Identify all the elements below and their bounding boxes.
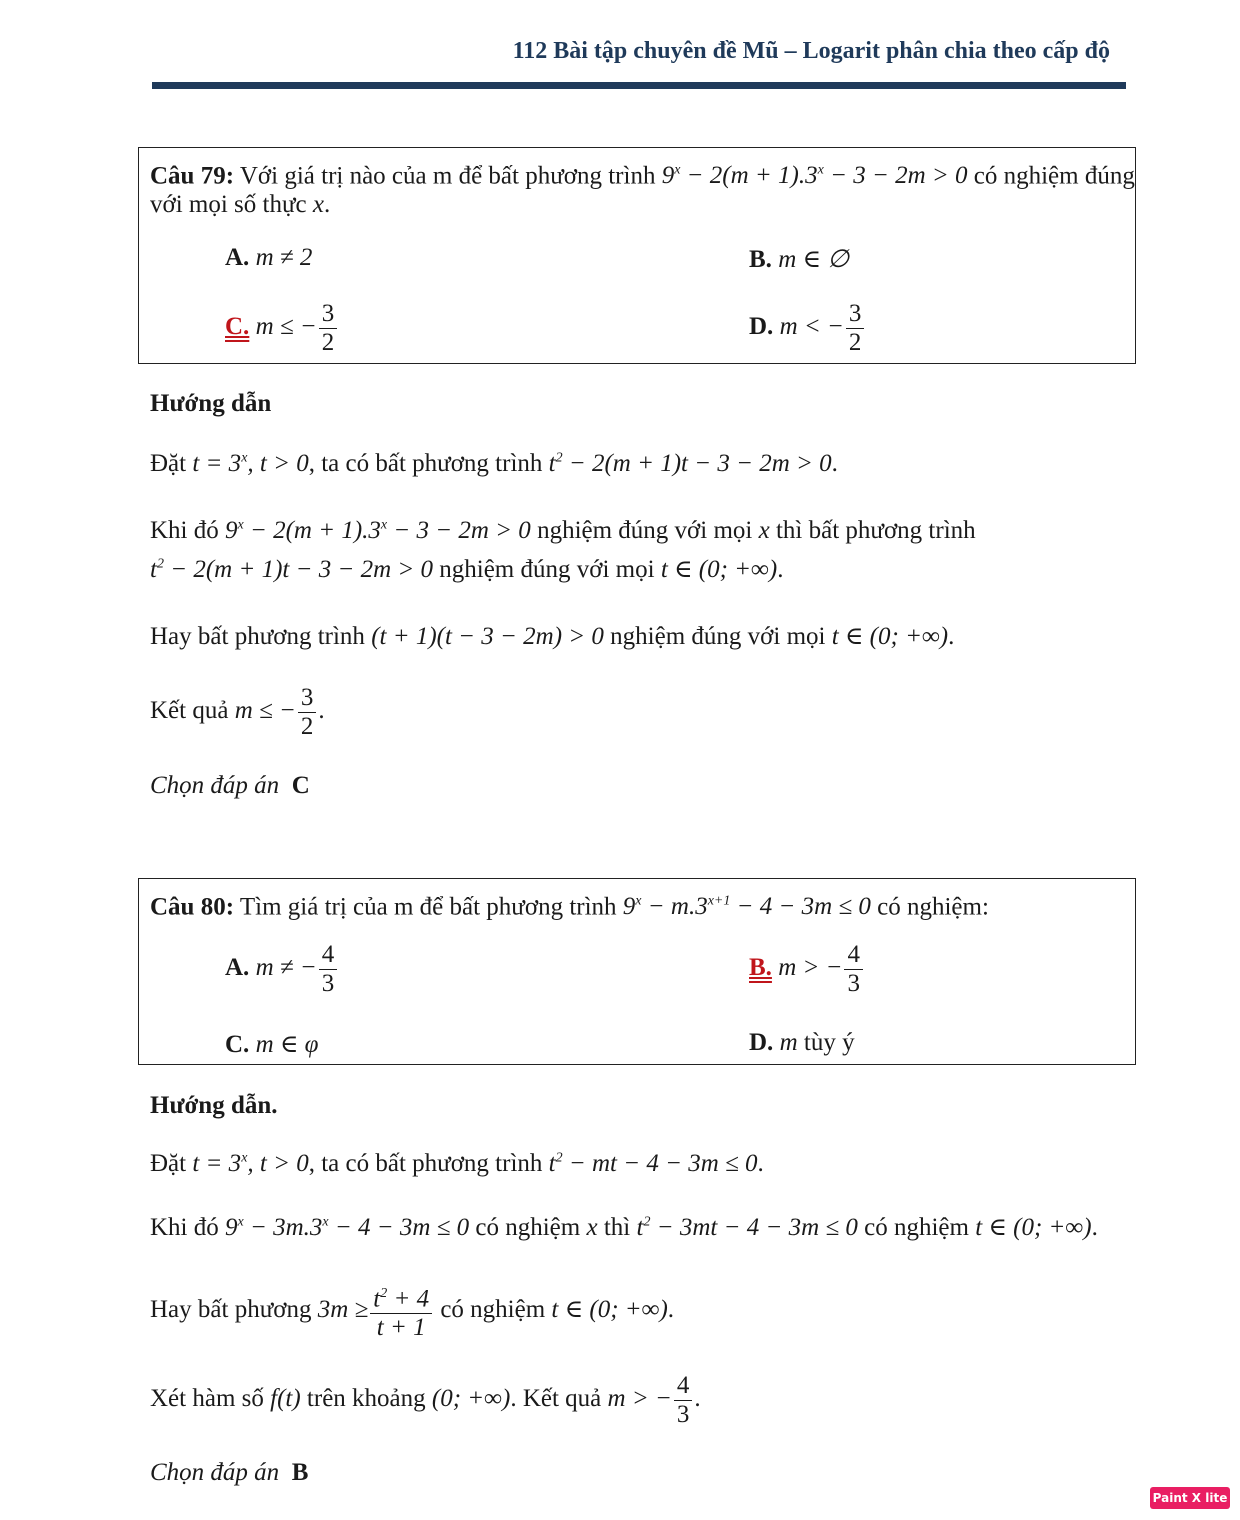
solution-80-line-4: Xét hàm số f(t) trên khoảng (0; +∞). Kết quả m > − $\frac{4}{3}$ . xyxy=(150,1372,701,1428)
question-80-stem: Câu 80: Tìm giá trị của m để bất phương trình $9^x - m.3^{x+1} - 4 - 3m \le 0$ có nghiệm: xyxy=(150,893,989,921)
question-79-box xyxy=(138,147,1136,364)
q79-option-b[interactable]: B. m ∈ ∅ xyxy=(749,246,850,273)
solution-80-line-3: Hay bất phương 3m ≥ $\frac{t^2 + 4}{t + 1}$ có nghiệm t ∈ (0; +∞). xyxy=(150,1280,674,1342)
solution-79-line-3: $t^2 - 2(m + 1)t - 3 - 2m > 0$ nghiệm đúng với mọi t ∈ (0; +∞). xyxy=(150,556,784,583)
page-header-title: 112 Bài tập chuyên đề Mũ – Logarit phân chia theo cấp độ xyxy=(512,38,1110,64)
question-80-box xyxy=(138,878,1136,1065)
solution-80-line-2: Khi đó $9^x - 3m.3^x - 4 - 3m \le 0$ có nghiệm x thì $t^2 - 3mt - 4 - 3m \le 0$ có nghiệm t ∈ (0; +∞). xyxy=(150,1214,1098,1241)
q79-option-a[interactable]: A. m ≠ 2 xyxy=(225,244,313,271)
correct-answer-marker: C. xyxy=(225,313,250,341)
q79-option-c[interactable]: C. m ≤ − $\frac{3}{2}$ xyxy=(225,300,339,357)
q79-option-d[interactable]: D. m < − $\frac{3}{2}$ xyxy=(749,300,866,357)
solution-79-answer: Chọn đáp án C xyxy=(150,772,310,799)
correct-answer-marker: B. xyxy=(749,954,772,982)
header-rule xyxy=(152,82,1126,89)
fraction: $\frac{3}{2}$ xyxy=(298,684,317,741)
q80-option-b[interactable]: B. m > − $\frac{4}{3}$ xyxy=(749,941,865,998)
solution-79-line-4: Hay bất phương trình (t + 1)(t − 3 − 2m) > 0 nghiệm đúng với mọi t ∈ (0; +∞). xyxy=(150,623,955,650)
solution-79-heading: Hướng dẫn xyxy=(150,390,272,417)
fraction: $\frac{4}{3}$ xyxy=(319,941,338,998)
paint-x-lite-badge: Paint X lite xyxy=(1150,1487,1230,1509)
solution-79-line-2: Khi đó $9^x - 2(m + 1).3^x - 3 - 2m > 0$ nghiệm đúng với mọi x thì bất phương trình xyxy=(150,517,976,544)
solution-80-answer: Chọn đáp án B xyxy=(150,1459,309,1486)
q79-inequality: $9^x - 2(m + 1).3^x - 3 - 2m > 0$ xyxy=(661,162,968,190)
question-79-stem: Câu 79: Với giá trị nào của m để bất phương trình $9^x - 2(m + 1).3^x - 3 - 2m > 0$ có nghiệm đúng xyxy=(150,162,1135,190)
q80-option-a[interactable]: A. m ≠ − $\frac{4}{3}$ xyxy=(225,941,339,998)
fraction: $\frac{4}{3}$ xyxy=(674,1372,693,1429)
q80-inequality: $9^x - m.3^{x+1} - 4 - 3m \le 0$ xyxy=(622,893,871,921)
fraction: $\frac{t^2 + 4}{t + 1}$ xyxy=(370,1280,432,1342)
q80-option-c[interactable]: C. m ∈ φ xyxy=(225,1031,319,1058)
q80-option-d[interactable]: D. m tùy ý xyxy=(749,1029,855,1056)
solution-80-line-1: Đặt $t = 3^x$, t > 0, ta có bất phương trình $t^2$ − mt − 4 − 3m ≤ 0. xyxy=(150,1150,764,1177)
question-79-stem-line2: với mọi số thực x. xyxy=(150,191,331,218)
solution-79-line-1: Đặt $t = 3^x$, t > 0, ta có bất phương trình $t^2 - 2(m + 1)t - 3 - 2m > 0$. xyxy=(150,450,838,477)
fraction: $\frac{3}{2}$ xyxy=(846,300,865,357)
solution-80-heading: Hướng dẫn. xyxy=(150,1092,278,1119)
fraction: $\frac{4}{3}$ xyxy=(844,941,863,998)
solution-79-result: Kết quả m ≤ − $\frac{3}{2}$ . xyxy=(150,684,325,740)
fraction: $\frac{3}{2}$ xyxy=(319,300,338,357)
